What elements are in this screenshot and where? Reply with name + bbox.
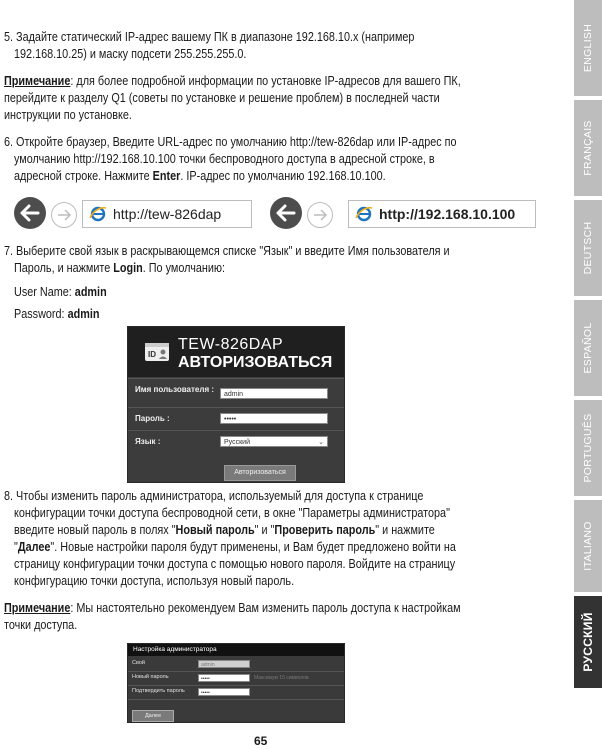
step6-line1: 6. Откройте браузер, Введите URL-адрес по умолчанию http://tew-826dap или IP-адрес по: [4, 135, 457, 149]
tab-label: ENGLISH: [582, 23, 594, 73]
tab-label: ITALIANO: [582, 521, 594, 571]
login-word: Login: [113, 261, 143, 275]
note1-line1: [4, 73, 461, 90]
step8-line4: [14, 539, 456, 556]
note2-line2: точки доступа.: [4, 618, 78, 632]
ie-logo-icon: [355, 205, 373, 223]
language-label: Язык :: [135, 437, 161, 446]
login-dialog: [127, 326, 345, 483]
step8-line3-pre: введите новый пароль в полях ": [14, 523, 176, 537]
step6-line3-pre: адресной строке. Нажмите: [14, 169, 153, 183]
old-password-row: [128, 658, 344, 672]
default-password: [14, 306, 99, 323]
login-model-name: TEW-826DAP: [178, 336, 284, 353]
step5-line2: 192.168.10.25) и маску подсети 255.255.255.0.: [14, 47, 247, 61]
url-text: http://tew-826dap: [113, 206, 222, 222]
note1-line1-rest: : для более подробной информации по установке IP-адресов для вашего ПК,: [70, 74, 461, 88]
enter-key-label: Enter: [152, 169, 181, 183]
new-password-label: Новый пароль: [132, 674, 169, 680]
new-password-hint: Максимум 15 символов: [254, 675, 309, 681]
step6-line3-post: . IP-адрес по умолчанию 192.168.10.100.: [180, 169, 386, 183]
note2-line1-rest: : Мы настоятельно рекомендуем Вам изменить пароль доступа к настройкам: [70, 601, 461, 615]
note1-line2: перейдите к разделу Q1 (советы по установке и решение проблем) в последней части: [4, 91, 440, 105]
id-card-icon: [144, 339, 170, 363]
default-password-value: admin: [67, 307, 100, 321]
language-row: [128, 430, 344, 453]
step8-line3-post: " и нажмите: [375, 523, 435, 537]
step7-line2-post: . По умолчанию:: [142, 261, 226, 275]
back-arrow-icon[interactable]: [270, 197, 302, 229]
step5-line1: 5. Задайте статический IP-адрес вашему ПК в диапазоне 192.168.10.x (например: [4, 30, 415, 44]
confirm-password-field[interactable]: •••••: [198, 688, 250, 696]
password-row: [128, 407, 344, 430]
username-field[interactable]: admin: [220, 388, 328, 399]
tab-italian[interactable]: [574, 500, 602, 592]
admin-settings-dialog: [127, 643, 345, 723]
forward-arrow-icon[interactable]: [307, 202, 333, 228]
tab-spanish[interactable]: [574, 300, 602, 396]
step8-line2: конфигурации точки доступа беспроводной сети, в окне "Параметры администратора": [14, 506, 450, 520]
tab-english[interactable]: [574, 0, 602, 96]
browser-bar-ip: [270, 197, 534, 231]
step7-line2: [14, 260, 225, 277]
confirm-password-row: [128, 686, 344, 700]
step8-line6: конфигурацию точки доступа, используя новый пароль.: [14, 574, 295, 588]
admin-settings-title: Настройка администратора: [128, 644, 344, 656]
browser-bar-hostname: [14, 197, 254, 231]
step6-line3: [14, 168, 386, 185]
default-username-value: admin: [74, 285, 107, 299]
step8-line4-post: ". Новые настройки пароля будут применены, и Вам будет предложено войти на: [50, 540, 456, 554]
note2-label: Примечание: [4, 601, 71, 615]
login-header: [128, 327, 344, 377]
default-password-label: Password:: [14, 307, 68, 321]
old-password-label: Свой: [132, 660, 145, 666]
note2-line1: [4, 600, 461, 617]
tab-german[interactable]: [574, 200, 602, 296]
tab-russian[interactable]: [574, 596, 602, 688]
language-select-value: Русский: [224, 439, 250, 446]
password-label: Пароль :: [135, 414, 170, 423]
url-text: http://192.168.10.100: [379, 206, 516, 222]
default-username-label: User Name:: [14, 285, 75, 299]
new-password-term: Новый пароль: [175, 523, 255, 537]
login-title: АВТОРИЗОВАТЬСЯ: [178, 354, 333, 371]
step8-line4-pre: ": [14, 540, 18, 554]
step8-line3: [14, 522, 435, 539]
next-term: Далее: [17, 540, 51, 554]
tab-label: РУССКИЙ: [581, 612, 595, 672]
language-select[interactable]: [220, 436, 328, 447]
address-bar[interactable]: [82, 200, 252, 228]
step8-line5: страницу конфигурации точки доступа с помощью нового пароля. Войдите на страницу: [14, 557, 456, 571]
back-arrow-icon[interactable]: [14, 197, 46, 229]
step8-line1: 8. Чтобы изменить пароль администратора, используемый для доступа к странице: [4, 489, 424, 503]
login-button[interactable]: Авторизоваться: [224, 465, 296, 481]
forward-arrow-icon[interactable]: [51, 202, 77, 228]
username-label: Имя пользователя :: [135, 385, 215, 394]
step8-line3-mid: " и ": [254, 523, 275, 537]
svg-text:ID: ID: [148, 350, 156, 359]
page-number: 65: [254, 734, 268, 748]
default-username: [14, 284, 107, 301]
chevron-down-icon: ⌄: [318, 439, 324, 446]
ie-logo-icon: [89, 205, 107, 223]
username-row: [128, 378, 344, 407]
tab-label: DEUTSCH: [582, 221, 594, 275]
next-button[interactable]: Далее: [132, 710, 174, 722]
tab-label: FRANÇAIS: [582, 120, 594, 176]
step6-line2: умолчанию http://192.168.10.100 точки беспроводного доступа в адресной строке, в: [14, 152, 435, 166]
password-field[interactable]: •••••: [220, 413, 328, 424]
tab-label: PORTUGUÊS: [582, 413, 594, 483]
tab-portuguese[interactable]: [574, 400, 602, 496]
tab-french[interactable]: [574, 100, 602, 196]
new-password-row: [128, 672, 344, 686]
step7-line2-pre: Пароль, и нажмите: [14, 261, 114, 275]
step7-line1: 7. Выберите свой язык в раскрывающемся списке "Язык" и введите Имя пользователя и: [4, 244, 450, 258]
verify-password-term: Проверить пароль: [274, 523, 376, 537]
old-password-field: admin: [198, 660, 250, 668]
note1-label: Примечание: [4, 74, 71, 88]
note1-line3: инструкции по установке.: [4, 108, 132, 122]
address-bar[interactable]: [348, 200, 536, 228]
confirm-password-label: Подтвердить пароль: [132, 688, 185, 694]
tab-label: ESPAÑOL: [582, 322, 594, 374]
new-password-field[interactable]: •••••: [198, 674, 250, 682]
